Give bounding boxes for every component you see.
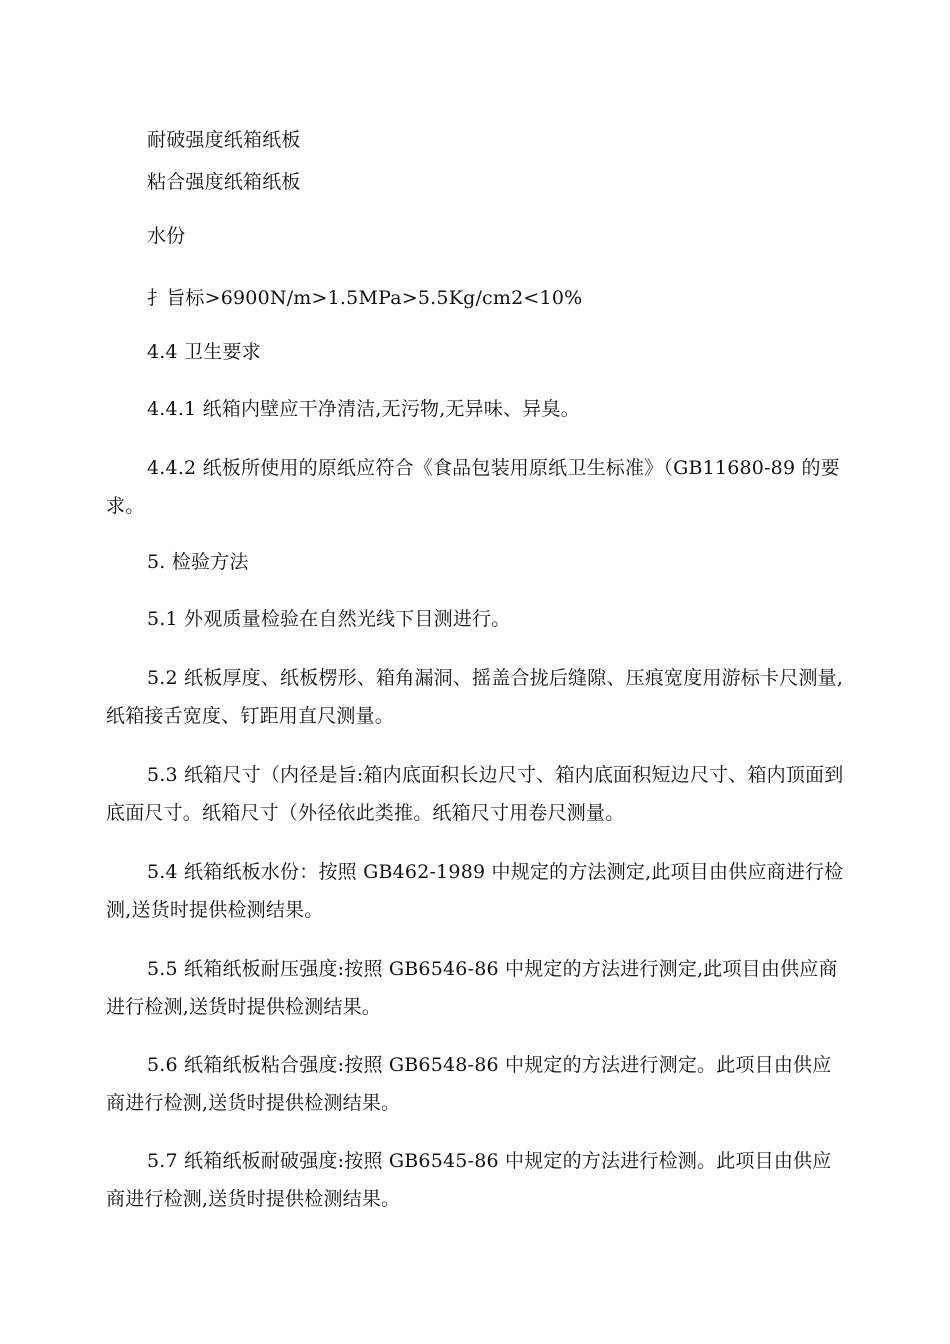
item-bond-strength: 粘合强度纸箱纸板: [147, 171, 301, 193]
clause-4-4-1: 4.4.1 纸箱内壁应干净清洁,无污物,无异味、异臭。: [147, 398, 580, 420]
clause-5-4: 5.4 纸箱纸板水份：按照 GB462-1989 中规定的方法测定,此项目由供应商进行检测,送货时提供检测结果。: [106, 861, 844, 921]
section-heading-5: 5. 检验方法: [147, 551, 249, 573]
item-burst-strength: 耐破强度纸箱纸板: [147, 129, 301, 151]
clause-5-3: 5.3 纸箱尺寸（内径是旨:箱内底面积长边尺寸、箱内底面积短边尺寸、箱内顶面到底面尺寸。纸箱尺寸（外径依此类推。纸箱尺寸用卷尺测量。: [106, 764, 844, 824]
clause-5-6: 5.6 纸箱纸板粘合强度:按照 GB6548-86 中规定的方法进行测定。此项目由供应商进行检测,送货时提供检测结果。: [106, 1054, 832, 1114]
indicator-values: 扌旨标>6900N/m>1.5MPa>5.5Kg/cm2<10%: [147, 287, 583, 309]
clause-5-5: 5.5 纸箱纸板耐压强度:按照 GB6546-86 中规定的方法进行测定,此项目由供应商进行检测,送货时提供检测结果。: [106, 958, 838, 1018]
clause-4-4-2: 4.4.2 纸板所使用的原纸应符合《食品包装用原纸卫生标准》（GB11680-89 的要求。: [106, 457, 840, 517]
section-heading-4-4: 4.4 卫生要求: [147, 341, 261, 363]
clause-5-7: 5.7 纸箱纸板耐破强度:按照 GB6545-86 中规定的方法进行检测。此项目由供应商进行检测,送货时提供检测结果。: [106, 1150, 832, 1210]
clause-5-2: 5.2 纸板厚度、纸板楞形、箱角漏洞、摇盖合拢后缝隙、压痕宽度用游标卡尺测量,纸箱接舌宽度、钉距用直尺测量。: [106, 667, 844, 727]
clause-5-1: 5.1 外观质量检验在自然光线下目测进行。: [147, 608, 511, 630]
item-moisture: 水份: [147, 225, 186, 247]
